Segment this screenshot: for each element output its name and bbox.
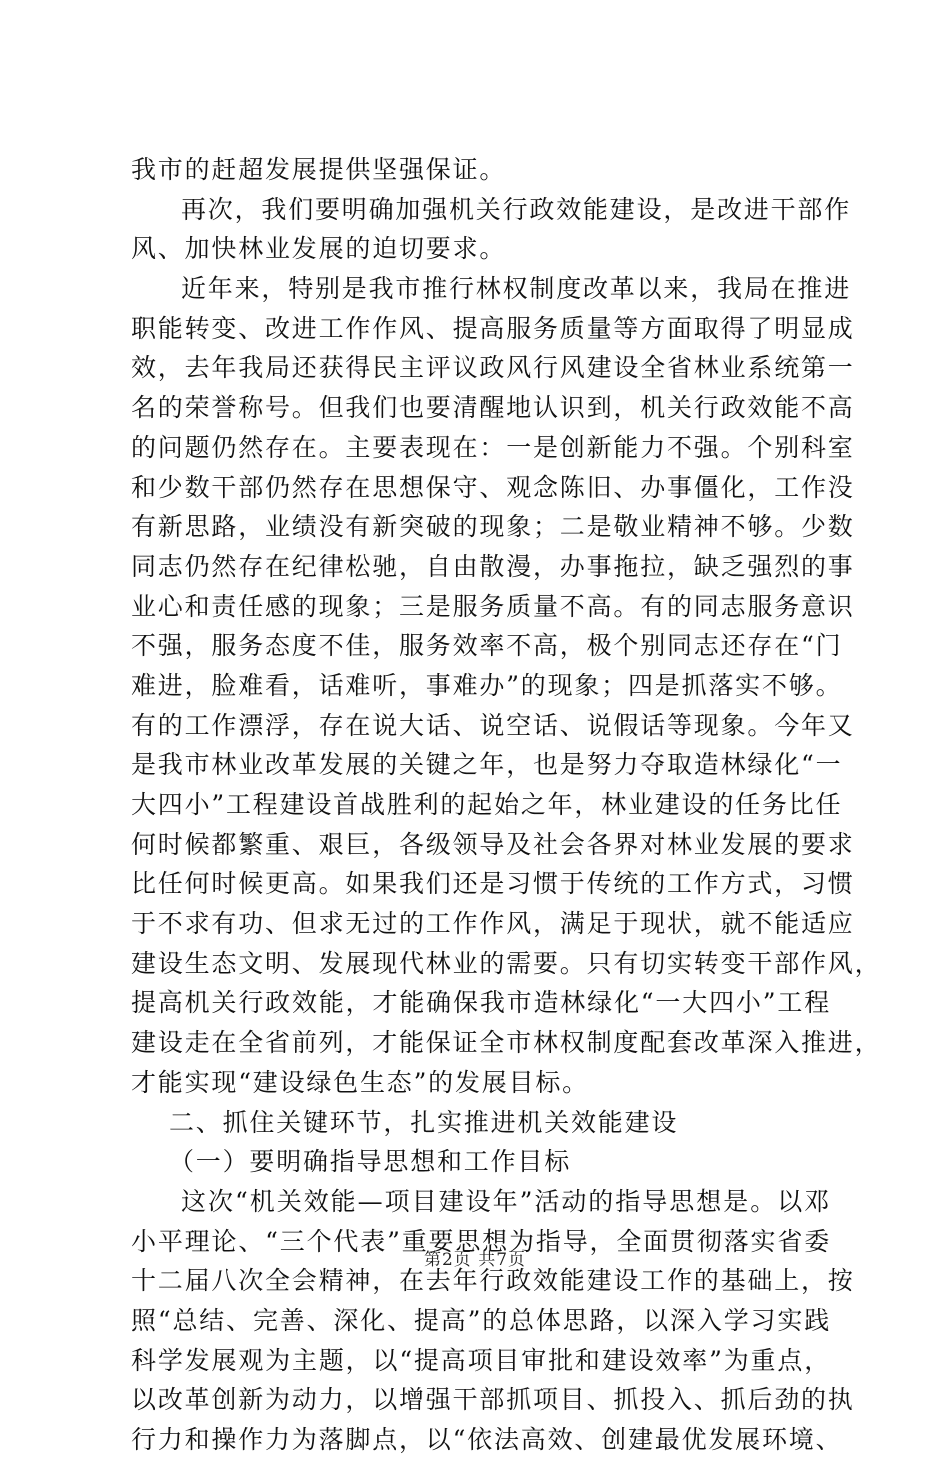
text-line: 建设走在全省前列，才能保证全市林权制度配套改革深入推进， <box>131 1028 882 1058</box>
text-line: 于不求有功、但求无过的工作作风，满足于现状，就不能适应 <box>131 909 855 939</box>
text-line: 何时候都繁重、艰巨，各级领导及社会各界对林业发展的要求 <box>131 829 855 859</box>
text-line: 的问题仍然存在。主要表现在：一是创新能力不强。个别科室 <box>131 432 855 462</box>
text-line: 行力和操作力为落脚点，以“依法高效、创建最优发展环境、 <box>131 1425 843 1454</box>
text-line: 再次，我们要明确加强机关行政效能建设，是改进干部作 <box>181 194 852 224</box>
text-line: 难进，脸难看，话难听，事难办”的现象；四是抓落实不够。 <box>131 670 843 700</box>
text-line: 效，去年我局还获得民主评议政风行风建设全省林业系统第一 <box>131 353 855 383</box>
text-line: 照“总结、完善、深化、提高”的总体思路，以深入学习实践 <box>131 1305 831 1335</box>
subsection-heading: （一）要明确指导思想和工作目标 <box>169 1147 572 1177</box>
text-line: 不强，服务态度不佳，服务效率不高，极个别同志还存在“门 <box>131 631 843 661</box>
text-line: 有的工作漂浮，存在说大话、说空话、说假话等现象。今年又 <box>131 710 855 740</box>
text-line: 职能转变、改进工作作风、提高服务质量等方面取得了明显成 <box>131 313 855 343</box>
text-line: 十二届八次全会精神，在去年行政效能建设工作的基础上，按 <box>131 1266 855 1296</box>
section-heading: 二、抓住关键环节，扎实推进机关效能建设 <box>169 1107 679 1137</box>
text-line: 是我市林业改革发展的关键之年，也是努力夺取造林绿化“一 <box>131 750 843 780</box>
text-line: 小平理论、“三个代表”重要思想为指导，全面贯彻落实省委 <box>131 1226 831 1256</box>
text-line: 近年来，特别是我市推行林权制度改革以来，我局在推进 <box>181 274 852 304</box>
text-line: 科学发展观为主题，以“提高项目审批和建设效率”为重点， <box>131 1345 831 1375</box>
text-line: 比任何时候更高。如果我们还是习惯于传统的工作方式，习惯 <box>131 869 855 899</box>
text-line: 同志仍然存在纪律松驰，自由散漫，办事拖拉，缺乏强烈的事 <box>131 551 855 581</box>
text-line: 才能实现“建设绿色生态”的发展目标。 <box>131 1067 589 1097</box>
text-line: 提高机关行政效能，才能确保我市造林绿化“一大四小”工程 <box>131 988 831 1018</box>
text-line: 以改革创新为动力，以增强干部抓项目、抓投入、抓后劲的执 <box>131 1385 855 1415</box>
text-line: 有新思路，业绩没有新突破的现象；二是敬业精神不够。少数 <box>131 512 855 542</box>
text-line: 和少数干部仍然存在思想保守、观念陈旧、办事僵化，工作没 <box>131 472 855 502</box>
text-line: 名的荣誉称号。但我们也要清醒地认识到，机关行政效能不高 <box>131 393 855 423</box>
page-indicator: 第2页 共7页 <box>423 1250 527 1270</box>
text-line: 这次“机关效能—项目建设年”活动的指导思想是。以邓 <box>181 1186 831 1216</box>
text-line: 风、加快林业发展的迫切要求。 <box>131 234 507 264</box>
text-line: 大四小”工程建设首战胜利的起始之年，林业建设的任务比任 <box>131 790 843 819</box>
page-footer <box>0 1245 950 1270</box>
text-line: 我市的赶超发展提供坚强保证。 <box>131 155 507 184</box>
text-line: 业心和责任感的现象；三是服务质量不高。有的同志服务意识 <box>131 591 855 621</box>
text-line: 建设生态文明、发展现代林业的需要。只有切实转变干部作风， <box>131 948 882 978</box>
